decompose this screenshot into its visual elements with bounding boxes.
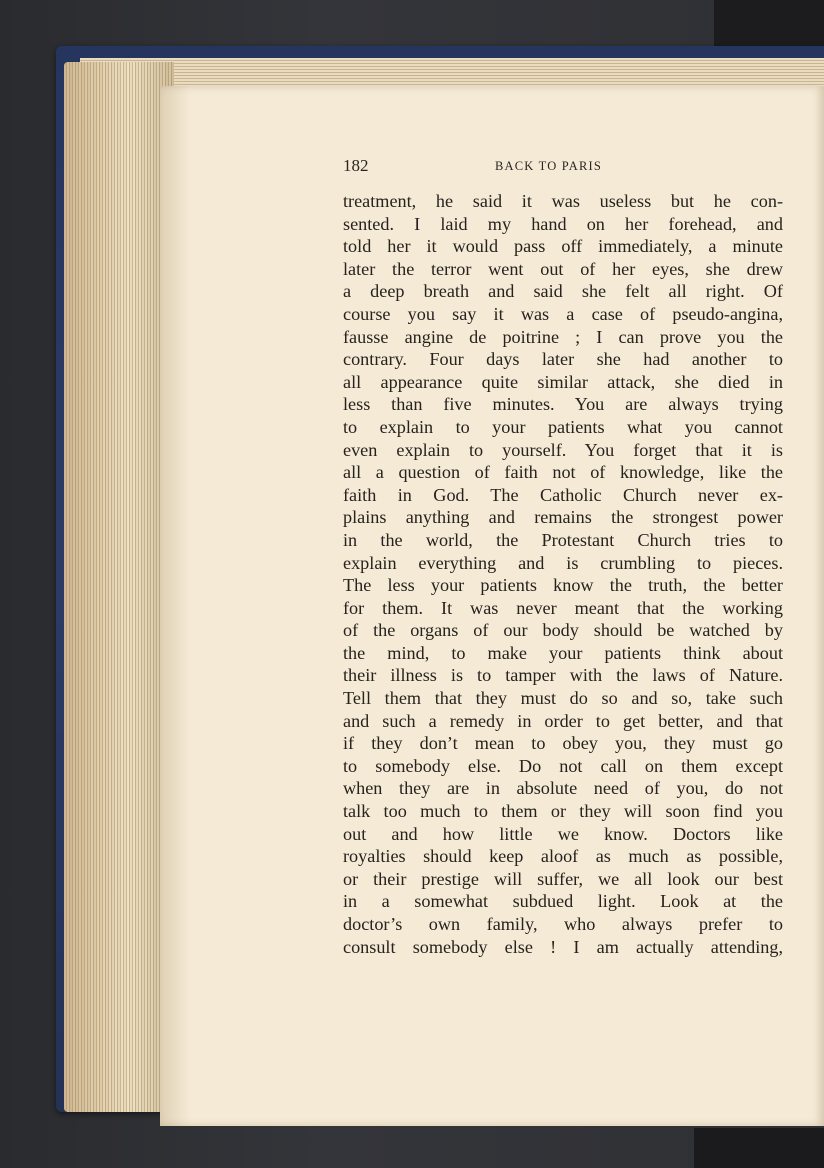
text-line: to somebody else. Do not call on them except xyxy=(343,755,783,776)
text-line: even explain to yourself. You forget that it is xyxy=(343,439,783,460)
text-line: explain everything and is crumbling to pieces. xyxy=(343,552,783,573)
page-top-edges xyxy=(80,58,824,88)
text-line: in a somewhat subdued light. Look at the xyxy=(343,891,783,912)
text-line: of the organs of our body should be watched by xyxy=(343,620,783,641)
text-line: to explain to your patients what you cannot xyxy=(343,416,783,437)
text-line: The less your patients know the truth, the better xyxy=(343,575,783,596)
text-line: told her it would pass off immediately, a minute xyxy=(343,236,783,257)
text-line: fausse angine de poitrine ; I can prove you the xyxy=(343,326,783,347)
text-line: all a question of faith not of knowledge, like the xyxy=(343,462,783,483)
page-edges-shadow xyxy=(64,62,174,1112)
text-line: later the terror went out of her eyes, she drew xyxy=(343,258,783,279)
text-line: if they don’t mean to obey you, they must go xyxy=(343,733,783,754)
text-line: course you say it was a case of pseudo-angina, xyxy=(343,303,783,324)
text-line: sented. I laid my hand on her forehead, and xyxy=(343,213,783,234)
text-line: consult somebody else ! I am actually attending, xyxy=(343,936,783,957)
text-line: or their prestige will suffer, we all look our best xyxy=(343,868,783,889)
text-line: the mind, to make your patients think about xyxy=(343,642,783,663)
text-line: for them. It was never meant that the working xyxy=(343,597,783,618)
text-line: talk too much to them or they will soon find you xyxy=(343,801,783,822)
text-line: doctor’s own family, who always prefer to xyxy=(343,914,783,934)
text-line: Tell them that they must do so and so, take such xyxy=(343,688,783,709)
running-head: BACK TO PARIS xyxy=(495,159,603,173)
text-line: plains anything and remains the strongest power xyxy=(343,507,783,528)
text-line: royalties should keep aloof as much as possible, xyxy=(343,846,783,867)
background-strip-bottom xyxy=(694,1128,824,1168)
text-line: when they are in absolute need of you, do not xyxy=(343,778,783,799)
text-line: less than five minutes. You are always trying xyxy=(343,394,783,415)
text-line: and such a remedy in order to get better, and that xyxy=(343,710,783,731)
text-line: faith in God. The Catholic Church never ex- xyxy=(343,484,783,505)
body-text xyxy=(343,190,783,958)
text-line: contrary. Four days later she had another to xyxy=(343,349,783,370)
page-header xyxy=(343,156,783,180)
text-line: in the world, the Protestant Church tries to xyxy=(343,529,783,550)
text-line: their illness is to tamper with the laws of Nature. xyxy=(343,665,783,686)
text-line: all appearance quite similar attack, she died in xyxy=(343,371,783,392)
text-line: out and how little we know. Doctors like xyxy=(343,823,783,844)
text-line: a deep breath and said she felt all right. Of xyxy=(343,281,783,302)
text-line: treatment, he said it was useless but he con- xyxy=(343,191,783,211)
page-number: 182 xyxy=(343,156,369,175)
